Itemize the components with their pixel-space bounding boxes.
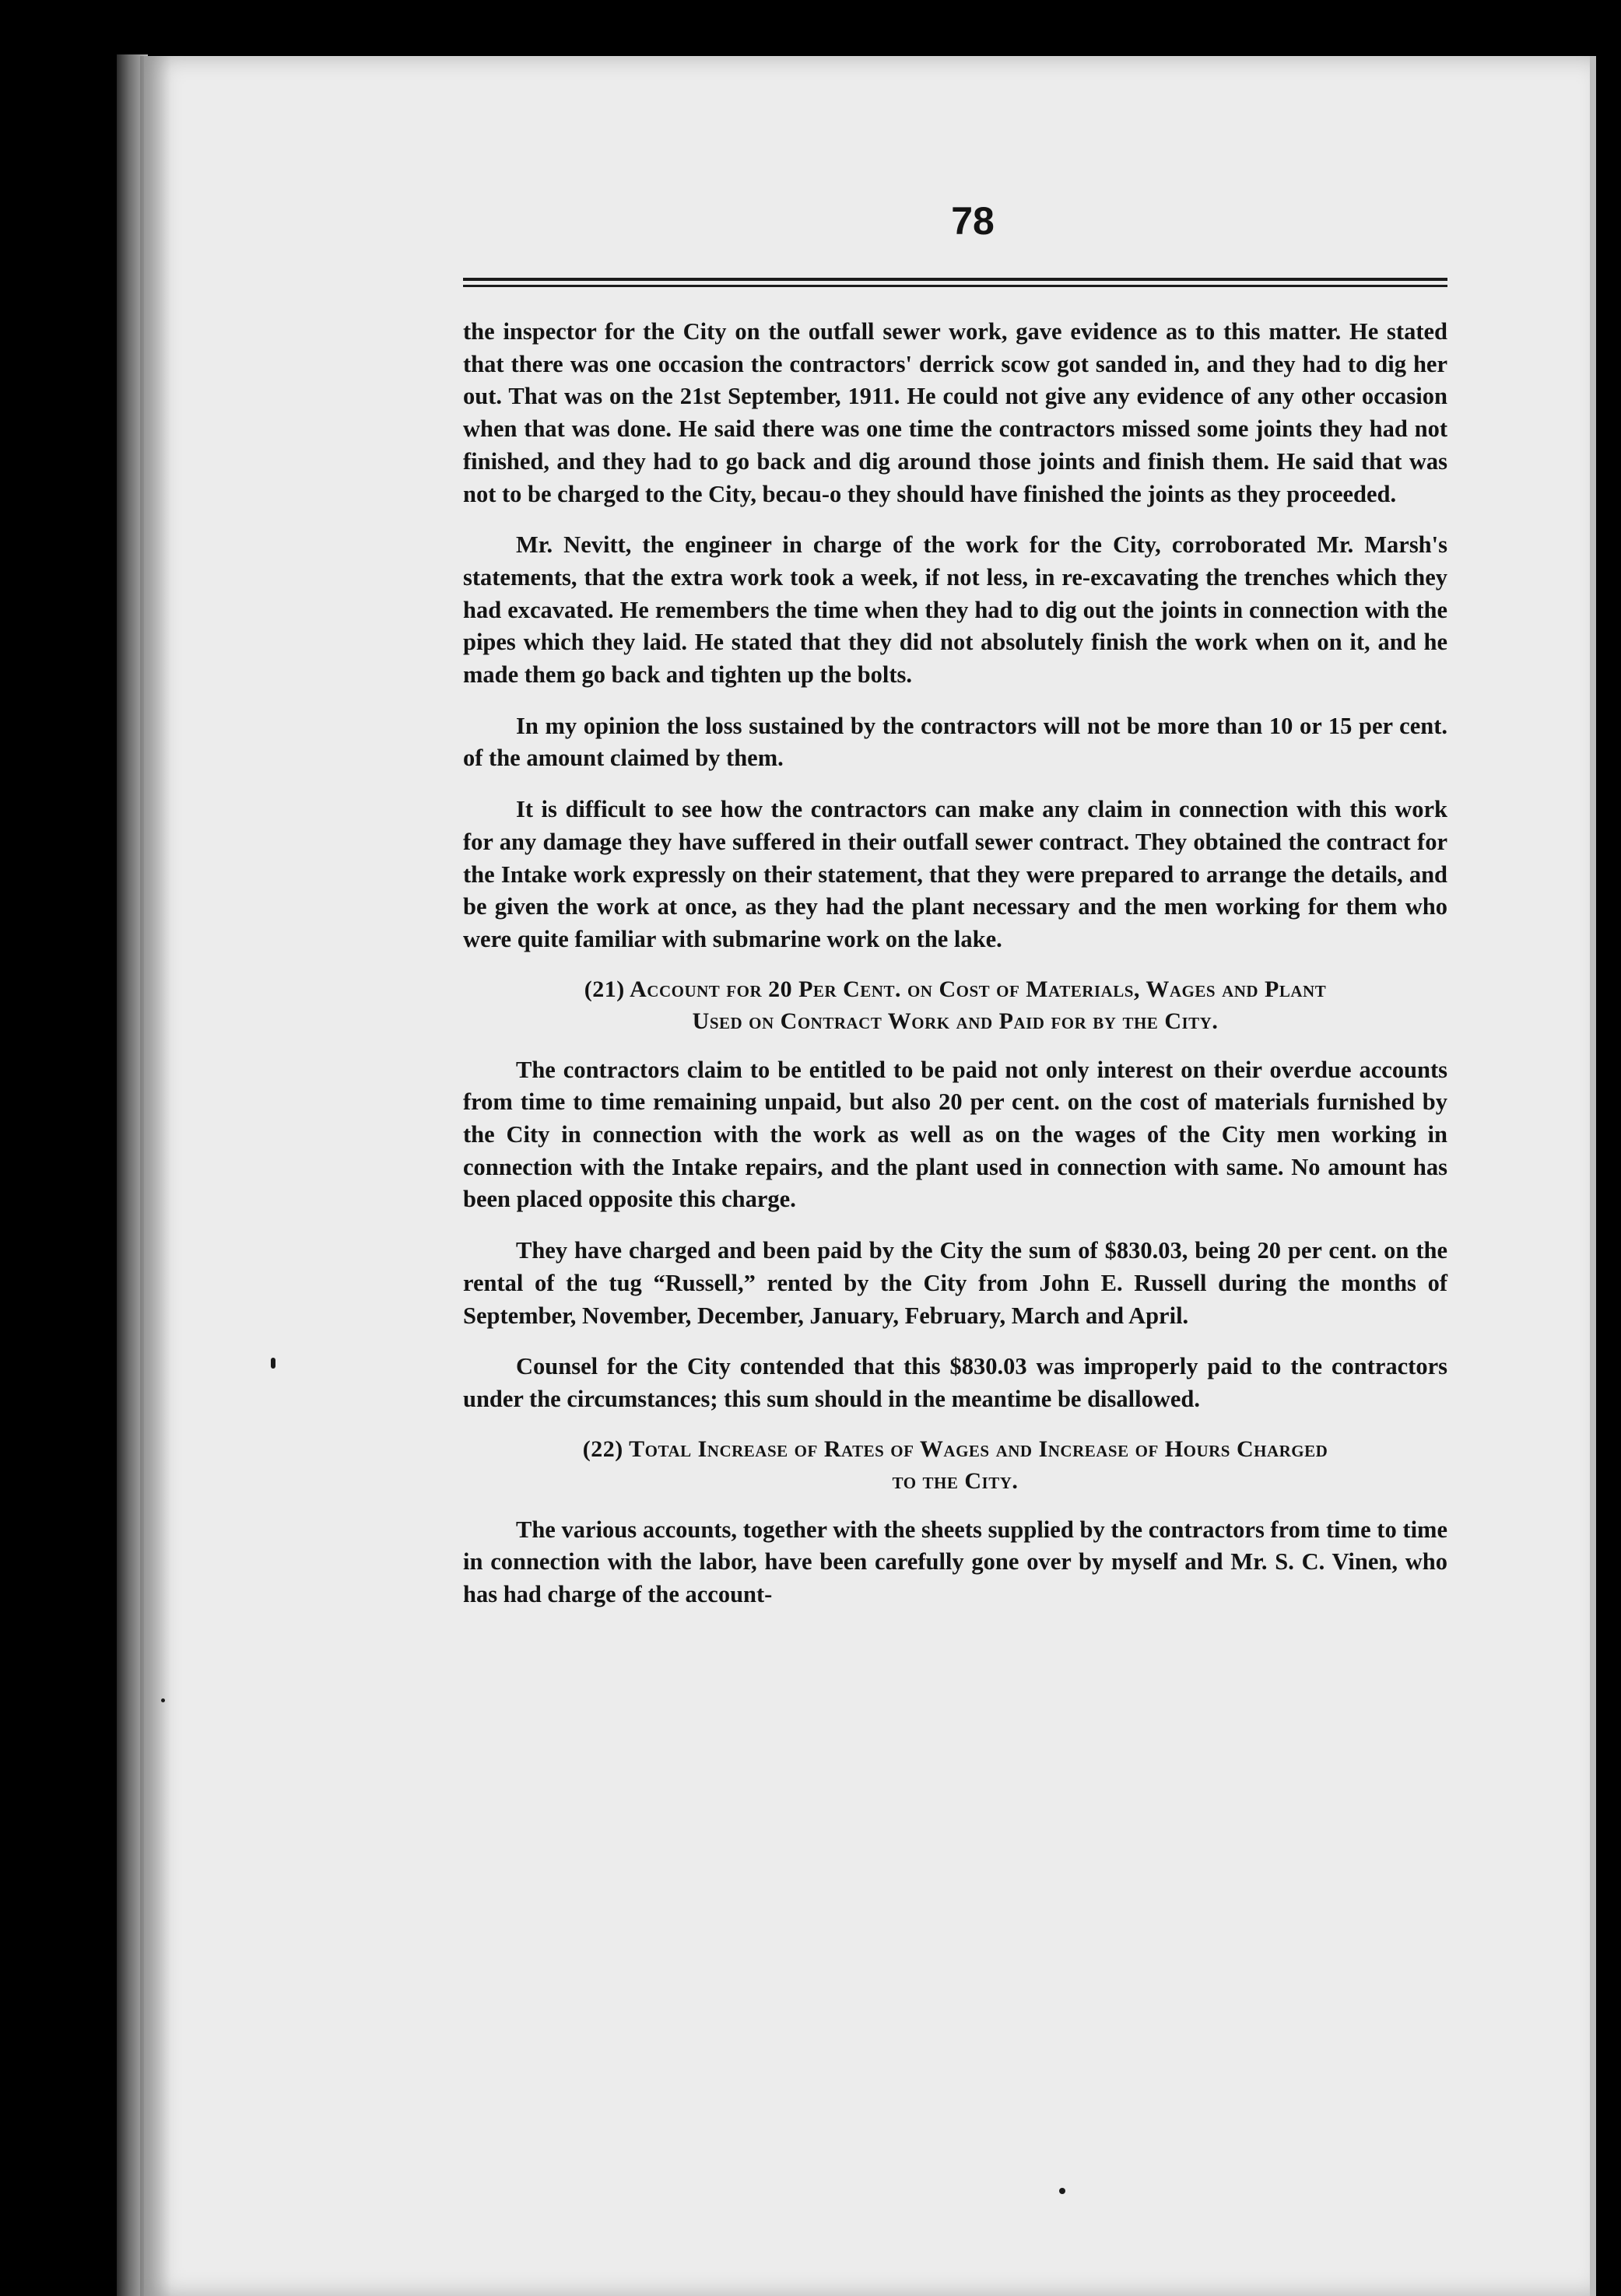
page-right-edge [1590, 56, 1596, 2296]
paper-blemish [140, 56, 171, 2296]
paragraph: Mr. Nevitt, the engineer in charge of the work for the City, corroborated Mr. Marsh's statements, that the extra work took a week, if not less, in re-excavating the trenches which they had excavated. He remembers the time when they had to dig out the joints in connection with the pipes which they laid. He stated that they did not absolutely finish the work when on it, and he made them go back and tighten up the bolts. [463, 531, 1447, 689]
paragraph: the inspector for the City on the outfall sewer work, gave evidence as to this matter. He stated that there was one occasion the contractors' derrick scow got sanded in, and they had to dig her out. That was on the 21st September, 1911. He could not give any evidence of any other occasion when that was done. He said there was one time the contractors missed some joints they had not finished, and they had to go back and dig around those joints and finish them. He said that was not to be charged to the City, becau-o they should have finished the joints as they proceeded. [463, 318, 1447, 507]
section-heading-21-cont [463, 1005, 1447, 1037]
page-number: 78 [951, 199, 995, 243]
section-heading-line: Used on Contract Work and Paid for by the City. [692, 1008, 1219, 1034]
ink-speck [1059, 2188, 1065, 2194]
section-heading-21 [463, 973, 1447, 1005]
section-heading-22 [463, 1433, 1447, 1465]
section-heading-line: Account for 20 Per Cent. on Cost of Materials, Wages and Plant [630, 976, 1327, 1002]
paragraph: In my opinion the loss sustained by the contractors will not be more than 10 or 15 per cent. of the amount claimed by them. [463, 712, 1447, 772]
paragraph: They have charged and been paid by the City the sum of $830.03, being 20 per cent. on the rental of the tug “Russell,” rented by the City from John E. Russell during the months of September, November, December, January, February, March and April. [463, 1237, 1447, 1329]
section-heading-line: to the City. [892, 1467, 1019, 1494]
section-heading-22-cont [463, 1465, 1447, 1497]
paragraph: The various accounts, together with the sheets supplied by the contractors from time to time in connection with the labor, have been carefully gone over by myself and Mr. S. C. Vinen, who has had charge of the account- [463, 1516, 1447, 1608]
header-double-rule [463, 278, 1447, 287]
paragraph: Counsel for the City contended that this $830.03 was improperly paid to the contractors under the circumstances; this sum should in the meantime be disallowed. [463, 1353, 1447, 1412]
section-heading-line: Total Increase of Rates of Wages and Increase of Hours Charged [629, 1435, 1328, 1462]
ink-speck [161, 1698, 165, 1702]
section-number: (21) [584, 976, 625, 1002]
paragraph: It is difficult to see how the contractors can make any claim in connection with this work for any damage they have suffered in their outfall sewer contract. They obtained the contract for the Intake work expressly on their statement, that they were prepared to arrange the details, and be given the work at once, as they had the plant necessary and the men working for them who were quite familiar with submarine work on the lake. [463, 796, 1447, 952]
section-number: (22) [582, 1435, 623, 1462]
paragraph: The contractors claim to be entitled to be paid not only interest on their overdue accounts from time to time remaining unpaid, but also 20 per cent. on the cost of materials furnished by the City in connection with the work as well as on the wages of the City men working in connection with the Intake repairs, and the plant used in connection with same. No amount has been placed opposite this charge. [463, 1056, 1447, 1213]
ink-speck [271, 1358, 275, 1369]
body-text [463, 316, 1447, 1611]
